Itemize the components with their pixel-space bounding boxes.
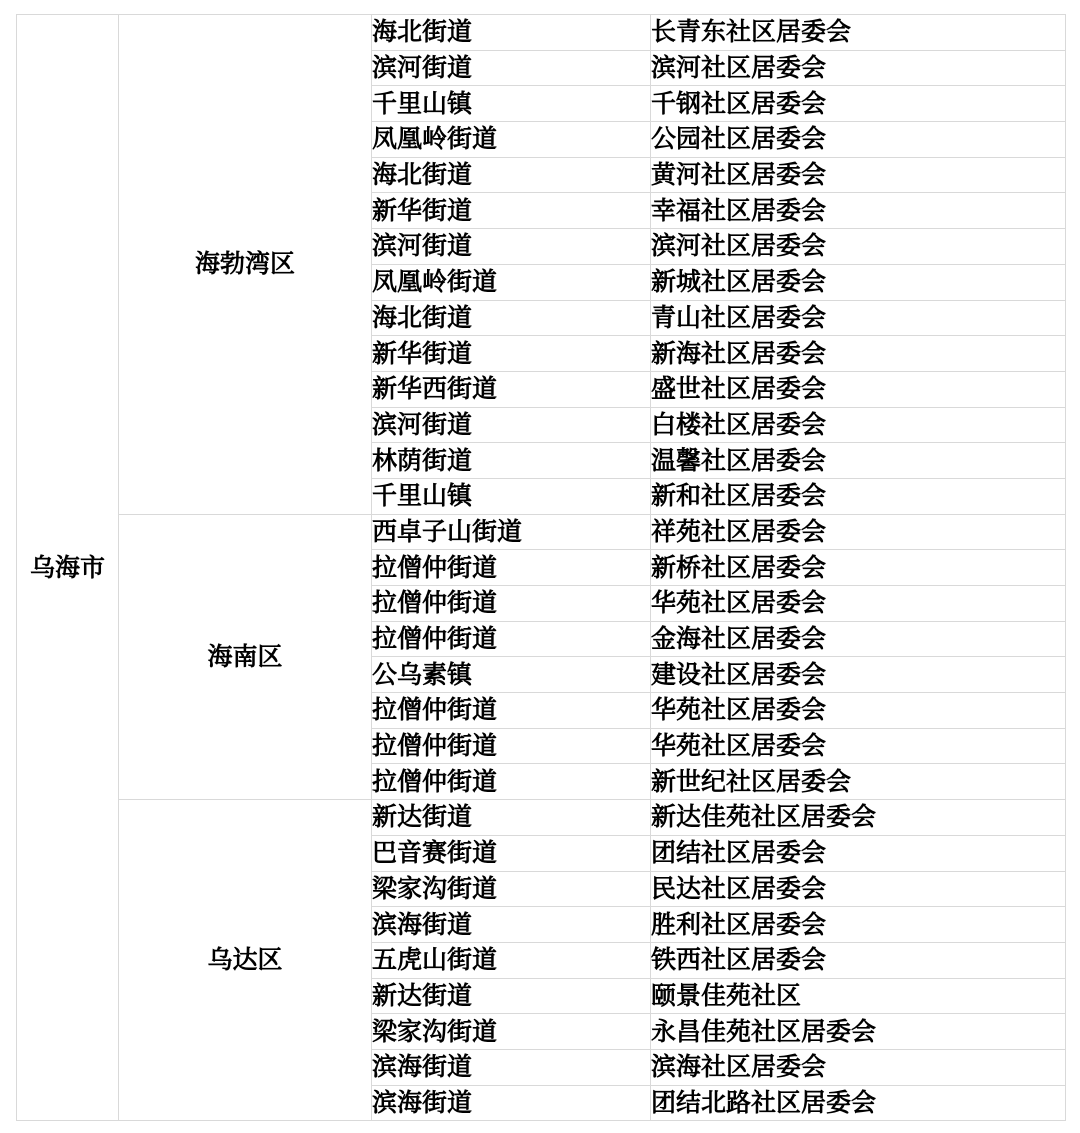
community-cell: 黄河社区居委会 xyxy=(651,157,1066,193)
community-cell: 颐景佳苑社区 xyxy=(651,978,1066,1014)
table-row xyxy=(17,800,1066,836)
community-cell: 铁西社区居委会 xyxy=(651,942,1066,978)
street-cell: 千里山镇 xyxy=(372,86,651,122)
street-cell: 梁家沟街道 xyxy=(372,871,651,907)
community-cell: 滨河社区居委会 xyxy=(651,229,1066,265)
community-cell: 民达社区居委会 xyxy=(651,871,1066,907)
street-cell: 新华西街道 xyxy=(372,371,651,407)
table-row xyxy=(17,15,1066,51)
street-cell: 梁家沟街道 xyxy=(372,1014,651,1050)
street-cell: 滨海街道 xyxy=(372,1049,651,1085)
community-cell: 华苑社区居委会 xyxy=(651,586,1066,622)
table-row xyxy=(17,514,1066,550)
community-cell: 白楼社区居委会 xyxy=(651,407,1066,443)
street-cell: 公乌素镇 xyxy=(372,657,651,693)
street-cell: 滨海街道 xyxy=(372,1085,651,1121)
community-cell: 新桥社区居委会 xyxy=(651,550,1066,586)
street-cell: 拉僧仲街道 xyxy=(372,693,651,729)
community-cell: 团结北路社区居委会 xyxy=(651,1085,1066,1121)
community-cell: 新达佳苑社区居委会 xyxy=(651,800,1066,836)
street-cell: 巴音赛街道 xyxy=(372,835,651,871)
street-cell: 千里山镇 xyxy=(372,478,651,514)
community-cell: 建设社区居委会 xyxy=(651,657,1066,693)
community-cell: 新海社区居委会 xyxy=(651,336,1066,372)
street-cell: 新达街道 xyxy=(372,800,651,836)
community-cell: 公园社区居委会 xyxy=(651,122,1066,158)
community-cell: 祥苑社区居委会 xyxy=(651,514,1066,550)
street-cell: 林荫街道 xyxy=(372,443,651,479)
district-cell: 海勃湾区 xyxy=(119,15,372,515)
community-cell: 千钢社区居委会 xyxy=(651,86,1066,122)
street-cell: 滨河街道 xyxy=(372,50,651,86)
street-cell: 拉僧仲街道 xyxy=(372,764,651,800)
community-cell: 滨河社区居委会 xyxy=(651,50,1066,86)
community-cell: 新和社区居委会 xyxy=(651,478,1066,514)
community-cell: 幸福社区居委会 xyxy=(651,193,1066,229)
street-cell: 五虎山街道 xyxy=(372,942,651,978)
community-cell: 永昌佳苑社区居委会 xyxy=(651,1014,1066,1050)
street-cell: 西卓子山街道 xyxy=(372,514,651,550)
community-cell: 华苑社区居委会 xyxy=(651,693,1066,729)
street-cell: 拉僧仲街道 xyxy=(372,586,651,622)
community-cell: 滨海社区居委会 xyxy=(651,1049,1066,1085)
community-table xyxy=(16,14,1066,1121)
street-cell: 海北街道 xyxy=(372,300,651,336)
community-cell: 华苑社区居委会 xyxy=(651,728,1066,764)
street-cell: 滨海街道 xyxy=(372,907,651,943)
community-cell: 金海社区居委会 xyxy=(651,621,1066,657)
community-cell: 新世纪社区居委会 xyxy=(651,764,1066,800)
street-cell: 拉僧仲街道 xyxy=(372,550,651,586)
community-cell: 长青东社区居委会 xyxy=(651,15,1066,51)
street-cell: 滨河街道 xyxy=(372,407,651,443)
community-cell: 胜利社区居委会 xyxy=(651,907,1066,943)
community-cell: 青山社区居委会 xyxy=(651,300,1066,336)
community-cell: 新城社区居委会 xyxy=(651,264,1066,300)
street-cell: 拉僧仲街道 xyxy=(372,728,651,764)
city-cell: 乌海市 xyxy=(17,15,119,1121)
district-cell: 海南区 xyxy=(119,514,372,800)
street-cell: 海北街道 xyxy=(372,15,651,51)
street-cell: 海北街道 xyxy=(372,157,651,193)
street-cell: 滨河街道 xyxy=(372,229,651,265)
street-cell: 凤凰岭街道 xyxy=(372,122,651,158)
district-cell: 乌达区 xyxy=(119,800,372,1121)
street-cell: 新达街道 xyxy=(372,978,651,1014)
street-cell: 凤凰岭街道 xyxy=(372,264,651,300)
street-cell: 拉僧仲街道 xyxy=(372,621,651,657)
street-cell: 新华街道 xyxy=(372,336,651,372)
community-cell: 团结社区居委会 xyxy=(651,835,1066,871)
community-cell: 温馨社区居委会 xyxy=(651,443,1066,479)
community-cell: 盛世社区居委会 xyxy=(651,371,1066,407)
street-cell: 新华街道 xyxy=(372,193,651,229)
community-table-body xyxy=(17,15,1066,1121)
